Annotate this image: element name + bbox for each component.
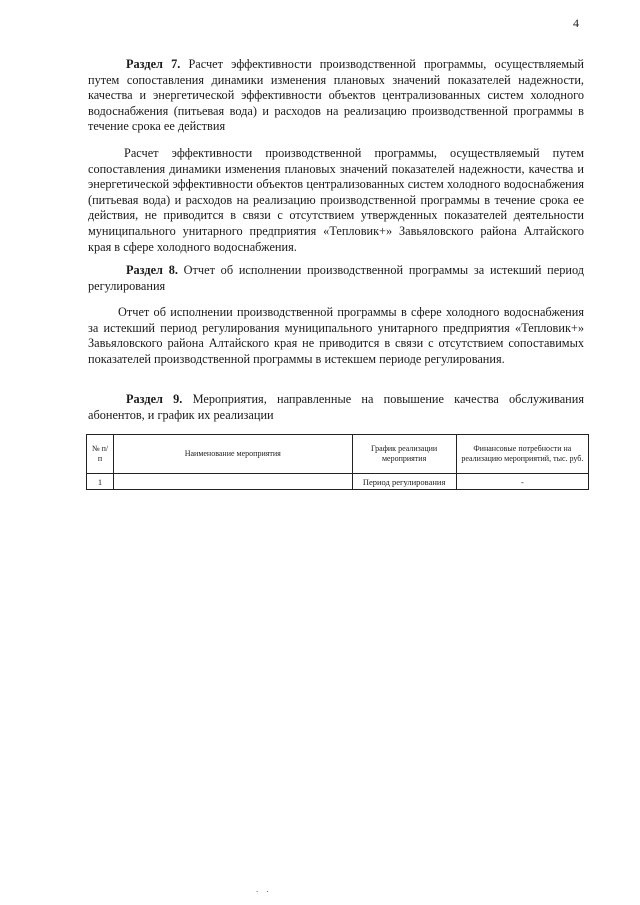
section-9-heading [88,392,584,423]
section-8-title: Отчет об исполнении производственной программы за истекший период регулирования [88,263,584,293]
cell-schedule: Период регулирования [352,474,456,490]
section-7-label: Раздел 7. [126,57,181,71]
section-7-heading [88,57,584,135]
header-schedule: График реализации мероприятия [352,435,456,474]
table-header-row [87,435,589,474]
page-number: 4 [573,16,579,30]
footer-mark: . . [256,884,272,894]
events-table [86,434,589,490]
section-8-paragraph: Отчет об исполнении производственной программы в сфере холодного водоснабжения за истекший период регулирования муниципального унитарного предприятия «Тепловик+» Завьяловского района Алтайского края не приводится в связи с отсутствием сопоставимых показателей производственной программы в истекшем периоде регулирования. [88,305,584,366]
section-9-title: Мероприятия, направленные на повышение качества обслуживания абонентов, и график их реализации [88,392,585,422]
cell-financial-needs: - [456,474,588,490]
header-event-name: Наименование мероприятия [114,435,352,474]
header-financial-needs: Финансовые потребности на реализацию мероприятий, тыс. руб. [456,435,588,474]
section-8-heading [88,263,584,294]
cell-event-name [114,474,352,490]
section-7-paragraph: Расчет эффективности производственной программы, осуществляемый путем сопоставления динамики изменения плановых значений показателей надежности, качества и энергетической эффективности объектов централизованных систем холодного водоснабжения (питьевая вода) и расходов на реализацию производственной программы в течение срока ее действия, не приводится в связи с отсутствием утвержденных показателей деятельности муниципального унитарного предприятия «Тепловик+» Завьяловского района Алтайского края в сфере холодного водоснабжения. [88,146,584,254]
section-7-title: Расчет эффективности производственной программы, осуществляемый путем сопоставления динамики изменения плановых значений показателей надежности, качества и энергетической эффективности объектов централизованных систем холодного водоснабжения (питьевая вода) и расходов на реализацию производственной программы в течение срока ее действия [88,57,584,134]
section-9-label: Раздел 9. [126,392,183,406]
header-number: № п/п [87,435,114,474]
cell-number: 1 [87,474,114,490]
table-row [87,474,589,490]
section-8-label: Раздел 8. [126,263,178,277]
